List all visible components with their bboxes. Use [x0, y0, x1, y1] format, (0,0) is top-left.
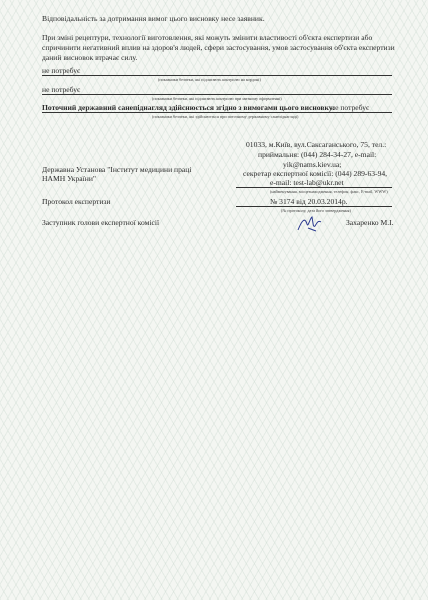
- border-control-caption: (показники безпеки, які підлягають контролю на кордоні): [158, 77, 261, 82]
- protocol-caption: (№ протоколу, дата його затвердження): [281, 208, 351, 213]
- protocol-value: № 3174 від 20.03.2014р.: [270, 197, 348, 206]
- institution-name-line-1: Державна Установа "Інститут медицини праці: [42, 165, 192, 174]
- customs-underline: [42, 94, 392, 95]
- institution-caption: (найменування, місцезнаходження, телефон, факс, E-mail, WWW): [270, 189, 388, 194]
- responsibility-text: Відповідальність за дотримання вимог цього висновку несе заявник.: [42, 14, 265, 23]
- border-control-value: не потребує: [42, 66, 81, 75]
- institution-name-line-2: НАМН України": [42, 174, 97, 183]
- border-control-underline: [42, 75, 392, 76]
- supervision-label: Поточний державний санепіднагляд здійснюється згідно з вимогами цього висновку:: [42, 103, 335, 112]
- customs-caption: (показники безпеки, які підлягають контролю при митному оформленні): [152, 96, 282, 101]
- deputy-label: Заступник голови експертної комісії: [42, 218, 160, 227]
- supervision-underline: [42, 112, 392, 113]
- supervision-caption: (показники безпеки, які здійснюється при поточному державному санепіднагляді): [152, 114, 299, 119]
- contact-line-5: e-mail: test-lab@ukr.net: [270, 178, 344, 187]
- customs-value: не потребує: [42, 85, 81, 94]
- paragraph-line-3: даний висновок втрачає силу.: [42, 53, 138, 62]
- signature-mark: [296, 214, 326, 234]
- deputy-name: Захаренко М.І.: [346, 218, 394, 227]
- protocol-underline: [236, 206, 392, 207]
- contact-line-4: секретар експертної комісії: (044) 289-63-94,: [243, 169, 388, 178]
- contact-line-2: приймальня: (044) 284-34-27, e-mail:: [258, 150, 377, 159]
- contact-line-3: yik@nams.kiev.ua;: [283, 160, 342, 169]
- paragraph-line-1: При зміні рецептури, технології виготовлення, які можуть змінити властивості об'єкта експертизи або: [42, 33, 373, 42]
- paragraph-line-2: спричинити негативний вплив на здоров'я людей, сфери застосування, умов застосування об'єкта експертизи: [42, 43, 395, 52]
- protocol-label: Протокол експертизи: [42, 197, 111, 206]
- institution-underline: [236, 187, 392, 188]
- supervision-value: не потребує: [331, 103, 370, 112]
- contact-line-1: 01033, м.Київ, вул.Саксаганського, 75, тел.:: [246, 140, 387, 149]
